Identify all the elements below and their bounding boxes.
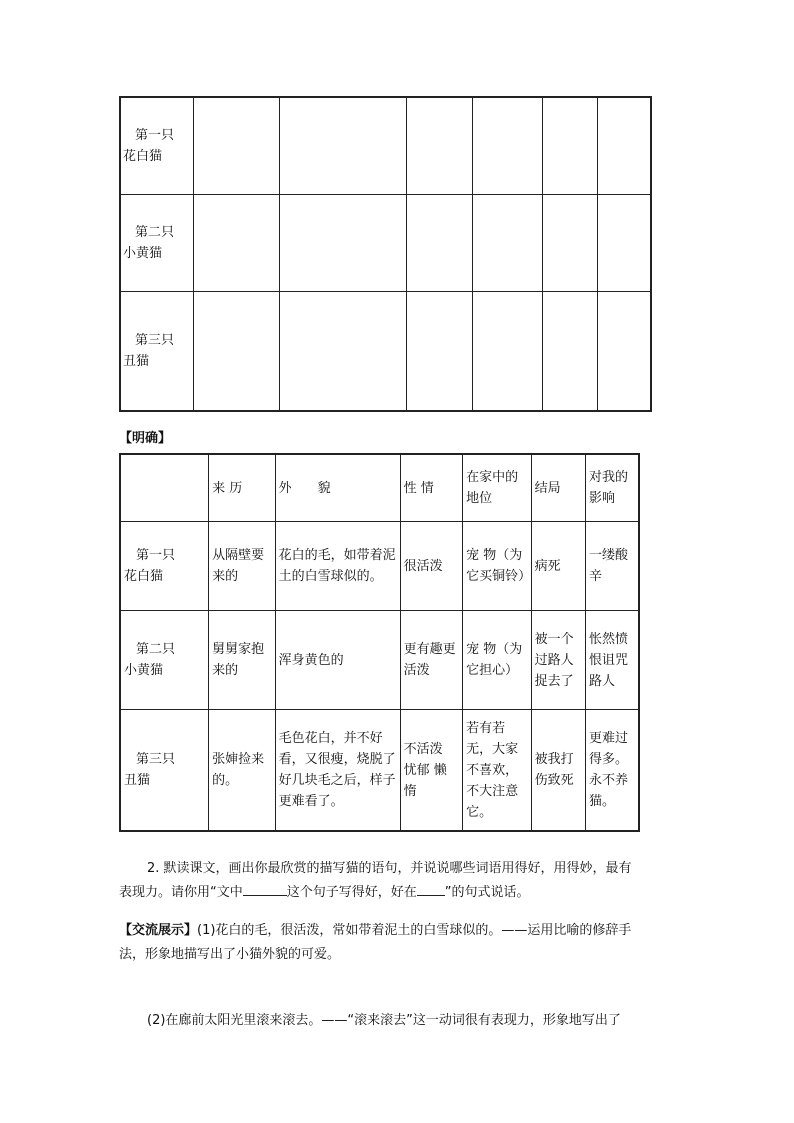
row-label: 第一只 花白猫 xyxy=(120,97,194,195)
table-cell: 病死 xyxy=(531,522,585,611)
table-cell: 毛色花白，并不好看，又很瘦，烧脱了好几块毛之后，样子更难看了。 xyxy=(275,710,400,832)
fill-blank xyxy=(243,881,287,896)
header-cell: 在家中的地位 xyxy=(463,454,532,522)
table-cell: 舅舅家抱来的 xyxy=(209,611,276,710)
table-row xyxy=(120,710,639,832)
table-row xyxy=(120,97,651,195)
section-heading: 【明确】 xyxy=(119,431,172,446)
top-table xyxy=(119,96,652,412)
answer-paragraph xyxy=(119,919,679,967)
question-line: 表现力。请你用“文中 这个句子写得好，好在 ”的句式说话。 xyxy=(119,881,679,905)
header-cell xyxy=(120,454,209,522)
table-cell: 很活泼 xyxy=(400,522,462,611)
table-cell: 不活泼 忧郁 懒惰 xyxy=(400,710,462,832)
table-cell: 被一个过路人捉去了 xyxy=(531,611,585,710)
table-row xyxy=(120,522,639,611)
answer-line: 法，形象地描写出了小猫外貌的可爱。 xyxy=(119,947,341,962)
question-line: 2. 默读课文，画出你最欣赏的描写猫的语句，并说说哪些词语用得好，用得妙，最有 xyxy=(147,861,632,876)
row-label: 第二只 小黄猫 xyxy=(120,195,194,292)
answer-line: 【交流展示】(1)花白的毛，很活泼，常如带着泥土的白雪球似的。——运用比喻的修辞手 xyxy=(119,923,632,938)
table-header-row xyxy=(120,454,639,522)
table-cell: 被我打伤致死 xyxy=(531,710,585,832)
header-cell: 对我的影响 xyxy=(586,454,639,522)
table-cell: 若有若无，大家不喜欢，不大注意它。 xyxy=(463,710,532,832)
summary-table xyxy=(119,453,640,832)
table-cell: 怅然愤恨诅咒路人 xyxy=(586,611,639,710)
table-row xyxy=(120,611,639,710)
row-label: 第三只 丑猫 xyxy=(120,710,209,832)
table-cell: 从隔壁要来的 xyxy=(209,522,276,611)
header-cell: 结局 xyxy=(531,454,585,522)
table-row xyxy=(120,292,651,412)
table-row xyxy=(120,195,651,292)
table-cell: 宠 物（为它买铜铃） xyxy=(463,522,532,611)
header-cell: 外 貌 xyxy=(275,454,400,522)
table-cell: 一缕酸辛 xyxy=(586,522,639,611)
answer-paragraph xyxy=(119,1009,679,1033)
header-cell: 来 历 xyxy=(209,454,276,522)
row-label: 第三只 丑猫 xyxy=(120,292,194,412)
row-label: 第一只 花白猫 xyxy=(120,522,209,611)
table-cell: 浑身黄色的 xyxy=(275,611,400,710)
fill-blank xyxy=(417,881,445,896)
row-label: 第二只 小黄猫 xyxy=(120,611,209,710)
answer-line: (2)在廊前太阳光里滚来滚去。——“滚来滚去”这一动词很有表现力，形象地写出了 xyxy=(147,1013,621,1028)
table-cell: 更难过得多。永不养猫。 xyxy=(586,710,639,832)
table-cell: 更有趣更活泼 xyxy=(400,611,462,710)
table-cell: 花白的毛，如带着泥土的白雪球似的。 xyxy=(275,522,400,611)
header-cell: 性 情 xyxy=(400,454,462,522)
question-paragraph xyxy=(119,857,679,905)
table-cell: 张婶捡来的。 xyxy=(209,710,276,832)
table-cell: 宠 物（为它担心） xyxy=(463,611,532,710)
